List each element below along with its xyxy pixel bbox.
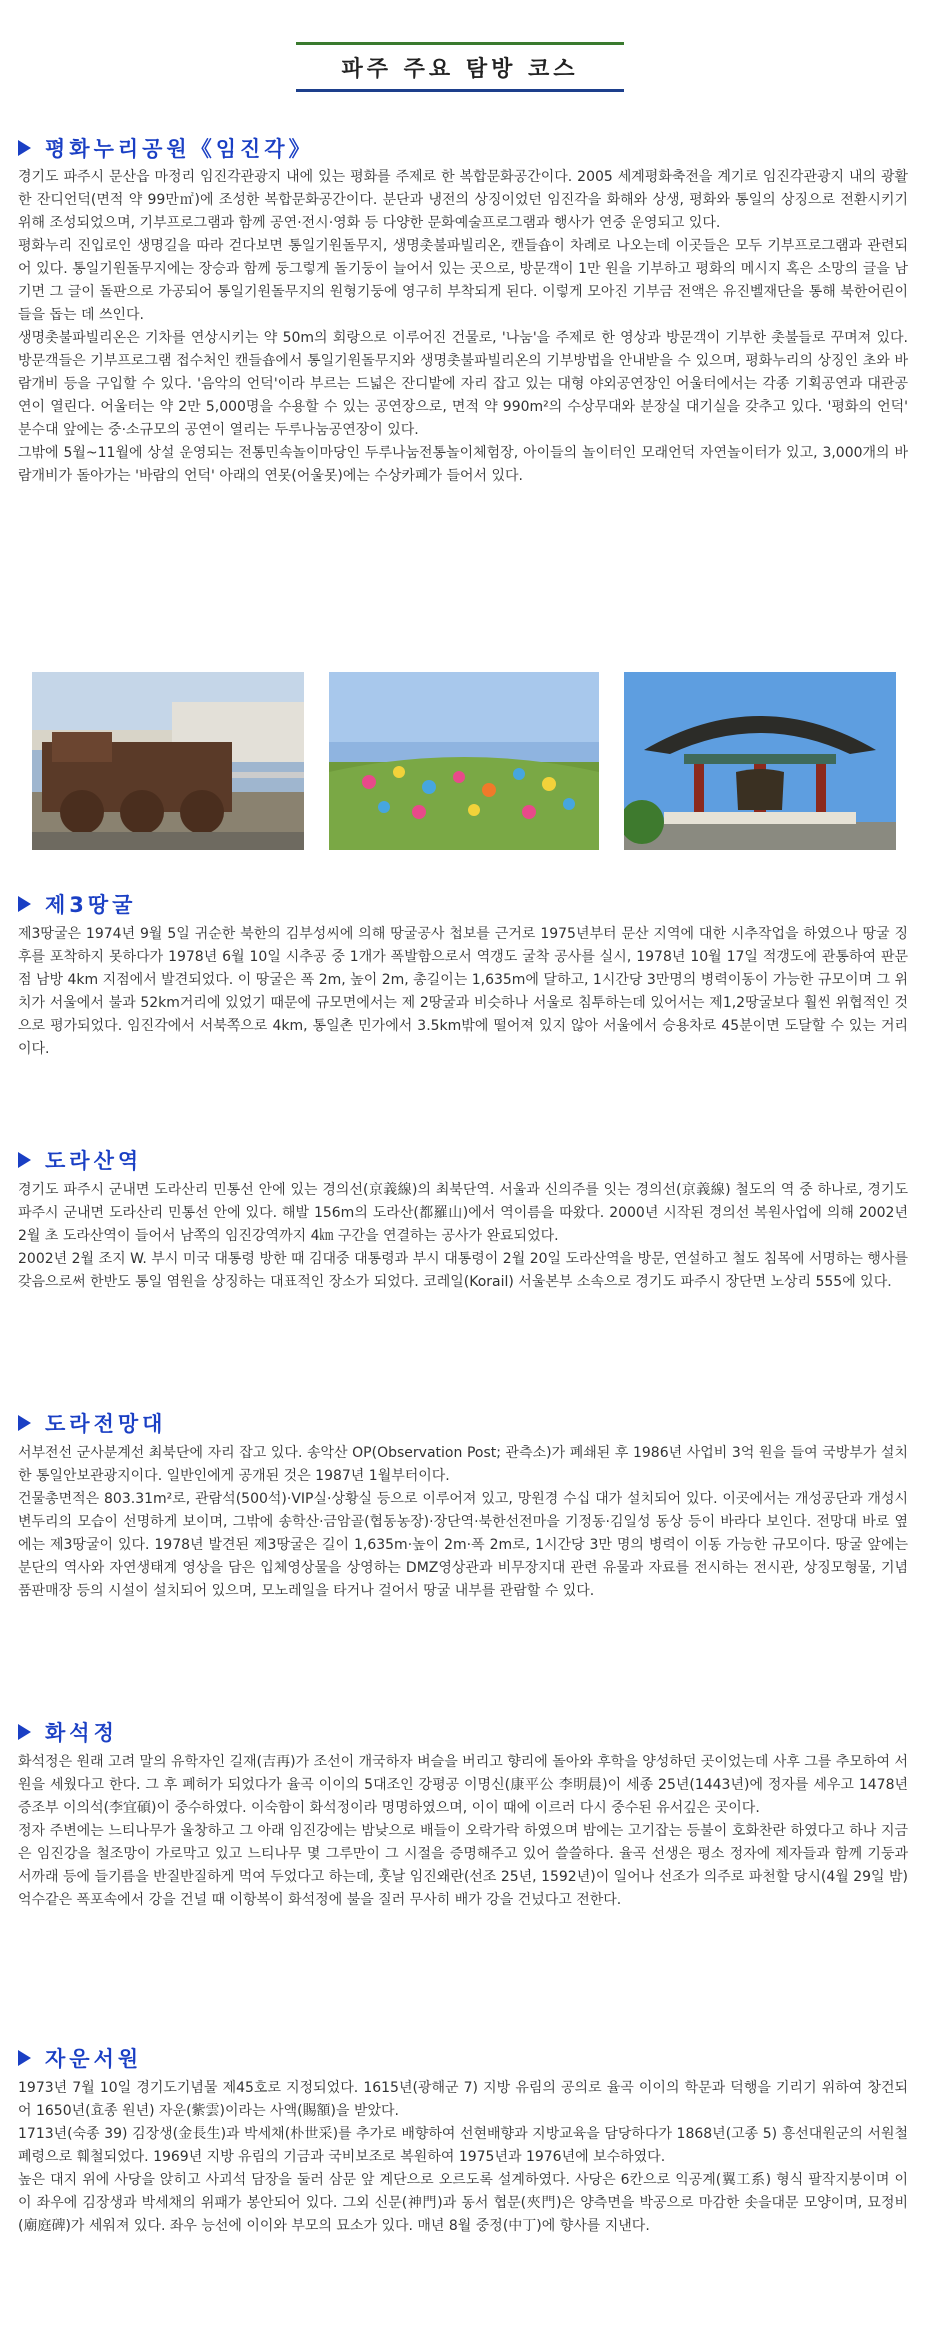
- section-body-dora-observatory: [18, 1442, 908, 1603]
- page-title: 파주 주요 탐방 코스: [341, 56, 579, 82]
- section-heading-third-tunnel: [18, 889, 136, 919]
- paragraph: 정자 주변에는 느티나무가 울창하고 그 아래 임진강에는 밤낮으로 배들이 오락가락 하였으며 밤에는 고기잡는 등불이 호화찬란 하였다고 하나 지금은 임진강을 철조망이 가로막고 있고 느티나무 몇 그루만이 그 시절을 증명해주고 있어 쓸쓸하다. 율곡 선생은 평소 정자에 제자들과 함께 기둥과 서까래 등에 들기름을 반질반질하게 먹여 두었다고 하는데, 훗날 임진왜란(선조 25년, 1592년)이 일어나 선조가 의주로 파천할 당시(4월 29일 밤) 억수같은 폭포속에서 강을 건널 때 이항복이 화석정에 불을 질러 무사히 배가 강을 건넜다고 전한다.: [18, 1823, 908, 1908]
- section-body-dorasan-station: [18, 1179, 908, 1294]
- paragraph: 평화누리 진입로인 생명길을 따라 걷다보면 통일기원돌무지, 생명촛불파빌리온, 캔들숍이 차례로 나오는데 이곳들은 모두 기부프로그램과 관련되어 있다. 통일기원돌무지에는 장승과 함께 둥그렇게 돌기둥이 늘어서 있는 곳으로, 방문객이 1만 원을 기부하고 평화의 메시지 혹은 소망의 글을 남기면 그 글이 돌판으로 가공되어 통일기원돌무지의 원형기둥에 영구히 부착되게 된다. 이렇게 모아진 기부금 전액은 유진벨재단을 통해 북한어린이들을 돕는 데 쓰인다.: [18, 238, 908, 323]
- section-heading-dora-observatory: [18, 1408, 166, 1438]
- triangle-bullet-icon: [18, 140, 31, 156]
- photo-pinwheel-hill: [329, 672, 599, 850]
- section-heading-text: 도라전망대: [45, 1412, 167, 1436]
- triangle-bullet-icon: [18, 1152, 31, 1168]
- section-heading-imjingak: [18, 133, 314, 163]
- triangle-bullet-icon: [18, 2050, 31, 2066]
- section-body-third-tunnel: [18, 923, 908, 1061]
- section-body-hwaseokjeong: [18, 1751, 908, 1912]
- section-body-jaunseowon: [18, 2077, 908, 2238]
- photo-peace-bell-pavilion: [624, 672, 896, 850]
- section-heading-hwaseokjeong: [18, 1717, 118, 1747]
- paragraph: 서부전선 군사분계선 최북단에 자리 잡고 있다. 송악산 OP(Observation Post; 관측소)가 폐쇄된 후 1986년 사업비 3억 원을 들여 국방부가 설치한 통일안보관광지이다. 일반인에게 공개된 것은 1987년 1월부터이다.: [18, 1445, 908, 1484]
- paragraph: 경기도 파주시 문산읍 마정리 임진각관광지 내에 있는 평화를 주제로 한 복합문화공간이다. 2005 세계평화축전을 계기로 임진각관광지 내의 광활한 잔디언덕(면적 약 99만㎡)에 조성한 복합문화공간이다. 분단과 냉전의 상징이었던 임진각을 화해와 상생, 평화와 통일의 상징으로 전환시키기 위해 조성되었으며, 기부프로그램과 함께 공연·전시·영화 등 다양한 문화예술프로그램과 행사가 연중 운영되고 있다.: [18, 169, 908, 231]
- paragraph: 건물총면적은 803.31m²로, 관람석(500석)·VIP실·상황실 등으로 이루어져 있고, 망원경 수십 대가 설치되어 있다. 이곳에서는 개성공단과 개성시 변두리의 모습이 선명하게 보이며, 그밖에 송학산·금암골(협동농장)·장단역·북한선전마을 기정동·김일성 동상 등이 바라다 보인다. 전망대 바로 옆에는 제3땅굴이 있다. 1978년 발견된 제3땅굴은 길이 1,635m·높이 2m·폭 2m로, 1시간당 3만 명의 병력이 이동 가능한 규모이다. 땅굴 앞에는 분단의 역사와 자연생태계 영상을 담은 입체영상물을 상영하는 DMZ영상관과 비무장지대 관련 유물과 자료를 전시하는 전시관, 상징모형물, 기념품판매장 등의 시설이 설치되어 있으며, 모노레일을 타거나 걸어서 땅굴 내부를 관람할 수 있다.: [18, 1491, 908, 1599]
- triangle-bullet-icon: [18, 1415, 31, 1431]
- section-heading-dorasan-station: [18, 1145, 142, 1175]
- paragraph: 화석정은 원래 고려 말의 유학자인 길재(吉再)가 조선이 개국하자 벼슬을 버리고 향리에 돌아와 후학을 양성하던 곳이었는데 사후 그를 추모하여 서원을 세웠다고 한다. 그 후 폐허가 되었다가 율곡 이이의 5대조인 강평공 이명신(康平公 李明晨)이 세종 25년(1443년)에 정자를 세우고 1478년 증조부 이의석(李宜碩)이 중수하였다. 이숙함이 화석정이라 명명하였으며, 이이 때에 이르러 다시 중수된 유서깊은 곳이다.: [18, 1754, 908, 1816]
- paragraph: 2002년 2월 조지 W. 부시 미국 대통령 방한 때 김대중 대통령과 부시 대통령이 2월 20일 도라산역을 방문, 연설하고 철도 침목에 서명하는 행사를 갖음으로써 한반도 통일 염원을 상징하는 대표적인 장소가 되었다. 코레일(Korail) 서울본부 소속으로 경기도 파주시 장단면 노상리 555에 있다.: [18, 1251, 908, 1290]
- section-heading-jaunseowon: [18, 2043, 142, 2073]
- section-heading-text: 제3땅굴: [45, 893, 137, 917]
- paragraph: 그밖에 5월~11월에 상설 운영되는 전통민속놀이마당인 두루나눔전통놀이체험장, 아이들의 놀이터인 모래언덕 자연놀이터가 있고, 3,000개의 바람개비가 돌아가는 '바람의 언덕' 아래의 연못(어울못)에는 수상카페가 들어서 있다.: [18, 445, 908, 484]
- section-heading-text: 화석정: [45, 1721, 118, 1745]
- paragraph: 1973년 7월 10일 경기도기념물 제45호로 지정되었다. 1615년(광해군 7) 지방 유림의 공의로 율곡 이이의 학문과 덕행을 기리기 위하여 창건되어 1650년(효종 원년) 자운(紫雲)이라는 사액(賜額)을 받았다.: [18, 2080, 908, 2119]
- section-heading-text: 자운서원: [45, 2047, 143, 2071]
- section-heading-text: 평화누리공원《임진각》: [45, 137, 314, 161]
- paragraph: 1713년(숙종 39) 김장생(金長生)과 박세채(朴世采)를 추가로 배향하여 선현배향과 지방교육을 담당하다가 1868년(고종 5) 흥선대원군의 서원철폐령으로 훼철되었다. 1969년 지방 유림의 기금과 국비보조로 복원하여 1975년과 1976년에 보수하였다.: [18, 2126, 908, 2165]
- photo-steam-locomotive: [32, 672, 304, 850]
- triangle-bullet-icon: [18, 896, 31, 912]
- paragraph: 경기도 파주시 군내면 도라산리 민통선 안에 있는 경의선(京義線)의 최북단역. 서울과 신의주를 잇는 경의선(京義線) 철도의 역 중 하나로, 경기도 파주시 군내면 도라산리 민통선 안에 있다. 해발 156m의 도라산(都羅山)에서 역이름을 따왔다. 2000년 시작된 경의선 복원사업에 의해 2002년 2월 초 도라산역이 들어서 남쪽의 임진강역까지 4㎞ 구간을 연결하는 공사가 완료되었다.: [18, 1182, 908, 1244]
- paragraph: 높은 대지 위에 사당을 앉히고 사괴석 담장을 둘러 삼문 앞 계단으로 오르도록 설계하였다. 사당은 6칸으로 익공계(翼工系) 형식 팔작지붕이며 이이 좌우에 김장생과 박세채의 위패가 봉안되어 있다. 그외 신문(神門)과 동서 협문(夾門)은 양측면을 박공으로 마감한 솟을대문 모양이며, 묘정비(廟庭碑)가 세워져 있다. 좌우 능선에 이이와 부모의 묘소가 있다. 매년 8월 중정(中丁)에 향사를 지낸다.: [18, 2172, 908, 2234]
- triangle-bullet-icon: [18, 1724, 31, 1740]
- page-title-box: [296, 42, 624, 92]
- paragraph: 제3땅굴은 1974년 9월 5일 귀순한 북한의 김부성씨에 의해 땅굴공사 첩보를 근거로 1975년부터 문산 지역에 대한 시추작업을 하였으나 땅굴 징후를 포착하지 못하다가 1978년 6월 10일 시추공 중 1개가 폭발함으로서 역갱도 굴착 공사를 실시, 1978년 10월 17일 적갱도에 관통하여 판문점 남방 4km 지점에서 발견되었다. 이 땅굴은 폭 2m, 높이 2m, 총길이는 1,635m에 달하고, 1시간당 3만명의 병력이동이 가능한 규모이며 그 위치가 서울에서 불과 52km거리에 있었기 때문에 규모면에서는 제 2땅굴과 비슷하나 서울로 침투하는데 있어서는 제1,2땅굴보다 훨씬 위협적인 것으로 평가되었다. 임진각에서 서북쪽으로 4km, 통일촌 민가에서 3.5km밖에 떨어져 있지 않아 서울에서 승용차로 45분이면 도달할 수 있는 거리이다.: [18, 926, 908, 1057]
- paragraph: 생명촛불파빌리온은 기차를 연상시키는 약 50m의 회랑으로 이루어진 건물로, '나눔'을 주제로 한 영상과 방문객이 기부한 촛불들로 꾸며져 있다. 방문객들은 기부프로그램 접수처인 캔들숍에서 통일기원돌무지와 생명촛불파빌리온의 기부방법을 안내받을 수 있으며, 평화누리의 상징인 초와 바람개비 등을 구입할 수 있다. '음악의 언덕'이라 부르는 드넓은 잔디밭에 자리 잡고 있는 대형 야외공연장인 어울터에서는 각종 기획공연과 대관공연이 열린다. 어울터는 약 2만 5,000명을 수용할 수 있는 공연장으로, 면적 약 990m²의 수상무대와 분장실 대기실을 갖추고 있다. '평화의 언덕' 분수대 앞에는 중·소규모의 공연이 열리는 두루나눔공연장이 있다.: [18, 330, 908, 438]
- section-body-imjingak: [18, 166, 908, 488]
- section-heading-text: 도라산역: [45, 1149, 143, 1173]
